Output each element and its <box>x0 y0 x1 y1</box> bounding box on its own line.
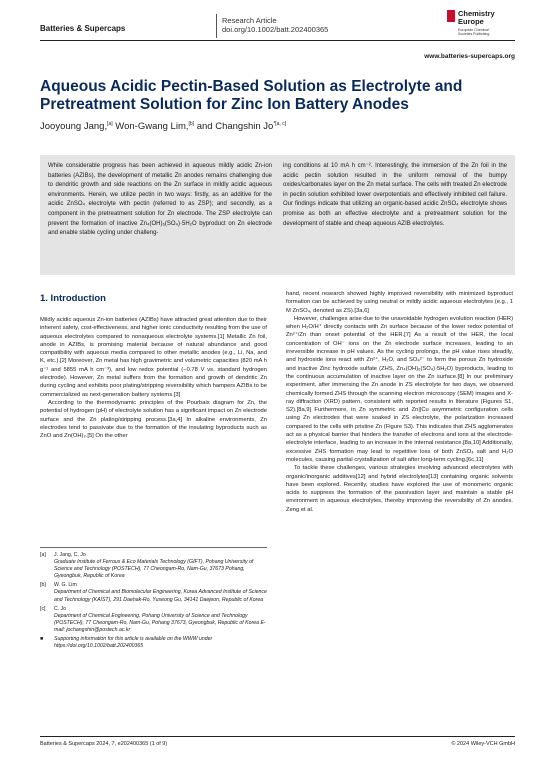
footer-citation: Batteries & Supercaps 2024, 7, e202400365 (1 of 9) <box>40 741 168 747</box>
abstract-right-column: ing conditions at 10 mA h cm⁻². Interestingly, the immersion of the Zn foil in the acidic pectin solution resulted in the uniform removal of the bumpy oxides/carbonates layer on the Zn metal surface. The cells with treated Zn electrode in pectin solution exhibited lower overpotentials and effectively inhibited cell failure. Our findings indicate that utilizing an organic-based acidic ZnSO₄ electrolyte shows promise as both an effective electrolyte and a pretreatment solution for the development of stable and cheap aqueous AZIB electrolytes. <box>283 163 507 227</box>
affiliation-names: C. Jo <box>54 605 67 612</box>
intro-paragraph-2: According to the thermodynamic principles of the Pourbaix diagram for Zn, the potential of hydrogen (pH) of electrolyte solution has a significant impact on Zn electrode surface and the Zn plating/stripping process.[3a,4] In alkaline environments, Zn electrodes tend to passivate due to the formation of the insulating byproducts such as ZnO and Zn(OH)₂.[5] On the other <box>40 399 267 440</box>
publisher-name-line-1: Chemistry <box>458 9 495 18</box>
article-type: Research Article <box>222 16 277 25</box>
intro-paragraph-3: hand, recent research showed highly improved reversibility with minimized byproduct formation can be achieved by using neutral or mildly acidic aqueous electrolytes (e.g., 1 M ZnSO₄, denoted as ZS).[3a,6] <box>286 291 513 314</box>
affiliation-names: J. Jang, C. Jo <box>54 552 86 558</box>
author-3: and Changshin Jo <box>194 121 274 133</box>
author-1: Jooyoung Jang, <box>40 121 108 133</box>
chemistry-europe-logo-icon <box>447 10 455 22</box>
affiliation-text: Department of Chemical Engineering, Pohang University of Science and Technology (POSTECH), 77 Cheongam-Ro, Nam-Gu, Pohang 37673, Gyeongbuk, Republic of Korea E-mail: jochangshin@postech.ac.kr <box>54 612 266 633</box>
affiliation-text: Department of Chemical and Biomolecular Engineering, Korea Advanced Institute of Science and Technology (KAIST), 291 Daehak-Ro, Yuseong Gu, 34141 Daejeon, Republic of Korea <box>54 589 267 603</box>
author-2-affil: [b] <box>188 121 195 127</box>
affiliations <box>40 552 267 652</box>
footer-copyright: © 2024 Wiley-VCH GmbH <box>451 741 515 747</box>
affiliation-tag: [a] <box>40 552 46 558</box>
intro-right-column <box>286 290 513 514</box>
affiliation-b <box>40 582 267 603</box>
site-url[interactable]: www.batteries-supercaps.org <box>424 53 515 60</box>
section-heading-introduction: 1. Introduction <box>40 293 106 304</box>
affiliations-rule <box>40 547 267 548</box>
affiliation-c <box>40 606 267 634</box>
supporting-info-bullet-icon: ■ <box>40 636 44 643</box>
supporting-information-note <box>40 636 267 650</box>
affiliation-tag: [c] <box>40 605 46 612</box>
footer-rule <box>40 736 515 737</box>
affiliation-text: Graduate Institute of Ferrous & Eco Materials Technology (GIFT), Pohang University of Science and Technology (POSTECH), 77 Cheongam-Ro, Nam-Gu, 37673 Pohang, Gyeongbuk, Republic of Korea <box>54 559 254 580</box>
affiliation-tag: [b] <box>40 582 46 589</box>
author-list <box>40 121 510 132</box>
publisher-name-line-2: Europe <box>458 17 484 26</box>
intro-paragraph-4: However, challenges arise due to the unavoidable hydrogen evolution reaction (HER) when H₂O/H⁺ directly contacts with Zn surface because of the lower redox potential of Zn²⁺/Zn than onset potential of the HER.[7] As a result of the HER, the local concentration of OH⁻ ions on the Zn electrode surface increases, leading to an irreversible increase in pH values. As the cycling prolongs, the pH value rises steadily, and hydroxide ions react with Zn²⁺, H₂O, and SO₄²⁻ to form the porous Zn hydroxide and inactive Zinc hydroxide sulfate (ZHS, Zn₄(OH)₆(SO₄)·5H₂O) byproducts, leading to the continuous accumulation of inactive layer on the Zn surface.[8] In our preliminary experiment, after immersing the Zn anode in ZS electrolyte for two days, we observed chemically formed ZHS through the scanning electron microscopy (SEM) images and X-ray diffraction (XRD) pattern, consistent with reported results in literature (Figures S1, S2).[8a,9] Furthermore, in Zn symmetric and Zn||Cu asymmetric configuration cells using Zn electrodes that were soaked in ZS electrolyte, the polarization increased compared to the cells with pristine Zn (Figure S3). This indicates that ZHS agglomerates act as a physical barrier that hinders the transfer of electrons and ions at the electrode-electrolyte interface, leading to an increase in the internal resistance.[8a,10] Additionally, excessive ZHS formation may lead to repetitive loss of both ZnSO₄ salt and H₂O molecules, causing partial crystallization of salt after long-term cycling.[6c,11] <box>286 315 513 463</box>
intro-paragraph-5: To tackle these challenges, various strategies involving advanced electrolytes with organic/inorganic additives[12] and hybrid electrolytes[13] containing organic solvents have been explored. Recently, studies have explored the use of monomeric organic acids to suppress the formation of the passivation layer and maintain a stable pH environment in aqueous electrolytes, thereby improving the reversibility of Zn anodes. Zeng et al. <box>286 465 513 513</box>
intro-paragraph-1: Mildly acidic aqueous Zn-ion batteries (AZIBs) have attracted great attention due to their inherent safety, cost-effectiveness, and higher ionic conductivity resulting from the use of aqueous electrolytes compared to nonaqueous electrolyte systems.[1] Metallic Zn foil, anode in AZIBs, is promising material because of natural abundance and good compatibility with aqueous media compared to other metallic anodes (e.g., Li, Na, and K, etc.).[2] Moreover, Zn metal has high gravimetric and volumetric capacities (820 mA h g⁻¹ and 5855 mA h cm⁻³), and low redox potential (−0.78 V vs. standard hydrogen electrode). However, Zn metal suffers from the formation and growth of dendritic Zn during cycling and exhibits poor plating/stripping reversibility which hampers AZIBs to be commercialized as next-generation battery systems.[3] <box>40 317 267 398</box>
author-1-affil: [a] <box>107 121 113 127</box>
affiliation-names: W. G. Lim <box>54 582 77 589</box>
publisher-sub-1: European Chemical <box>458 28 489 32</box>
journal-name: Batteries & Supercaps <box>40 24 126 33</box>
author-3-affil: *[a, c] <box>273 121 287 127</box>
abstract-left-column: While considerable progress has been achieved in aqueous mildly acidic Zn-ion batteries (AZIBs), the development of metallic Zn anodes remains challenging due to dendritic growth and side reactions on the Zn surface in mildly acidic aqueous environments. Herein, we utilize pectin in two ways: firstly, as an additive for the acidic ZnSO₄ electrolyte with pectin (referred to as ZSP); and secondly, as a component in the pretreatment solution for Zn electrode. The ZSP electrolyte can prevent the formation of inactive Zn₄(OH)₆(SO₄)·5H₂O byproduct on Zn electrode and enable stable cycling under challeng- <box>48 163 272 237</box>
doi-link[interactable]: doi.org/10.1002/batt.202400365 <box>222 25 329 34</box>
intro-left-column <box>40 316 267 440</box>
publisher-sub-2: Societies Publishing <box>458 32 490 36</box>
header-rule <box>40 40 515 41</box>
affiliation-a <box>40 552 267 580</box>
header-divider <box>216 14 217 38</box>
abstract <box>40 155 515 275</box>
publisher-logo-block <box>447 10 515 36</box>
author-2: Won-Gwang Lim, <box>112 121 189 133</box>
article-title: Aqueous Acidic Pectin-Based Solution as Electrolyte and Pretreatment Solution for Zinc Ion Battery Anodes <box>40 78 463 113</box>
supporting-info-text[interactable]: Supporting information for this article is available on the WWW under https://doi.org/10.1002/batt.202400365 <box>54 636 213 650</box>
publisher-name <box>458 10 495 26</box>
